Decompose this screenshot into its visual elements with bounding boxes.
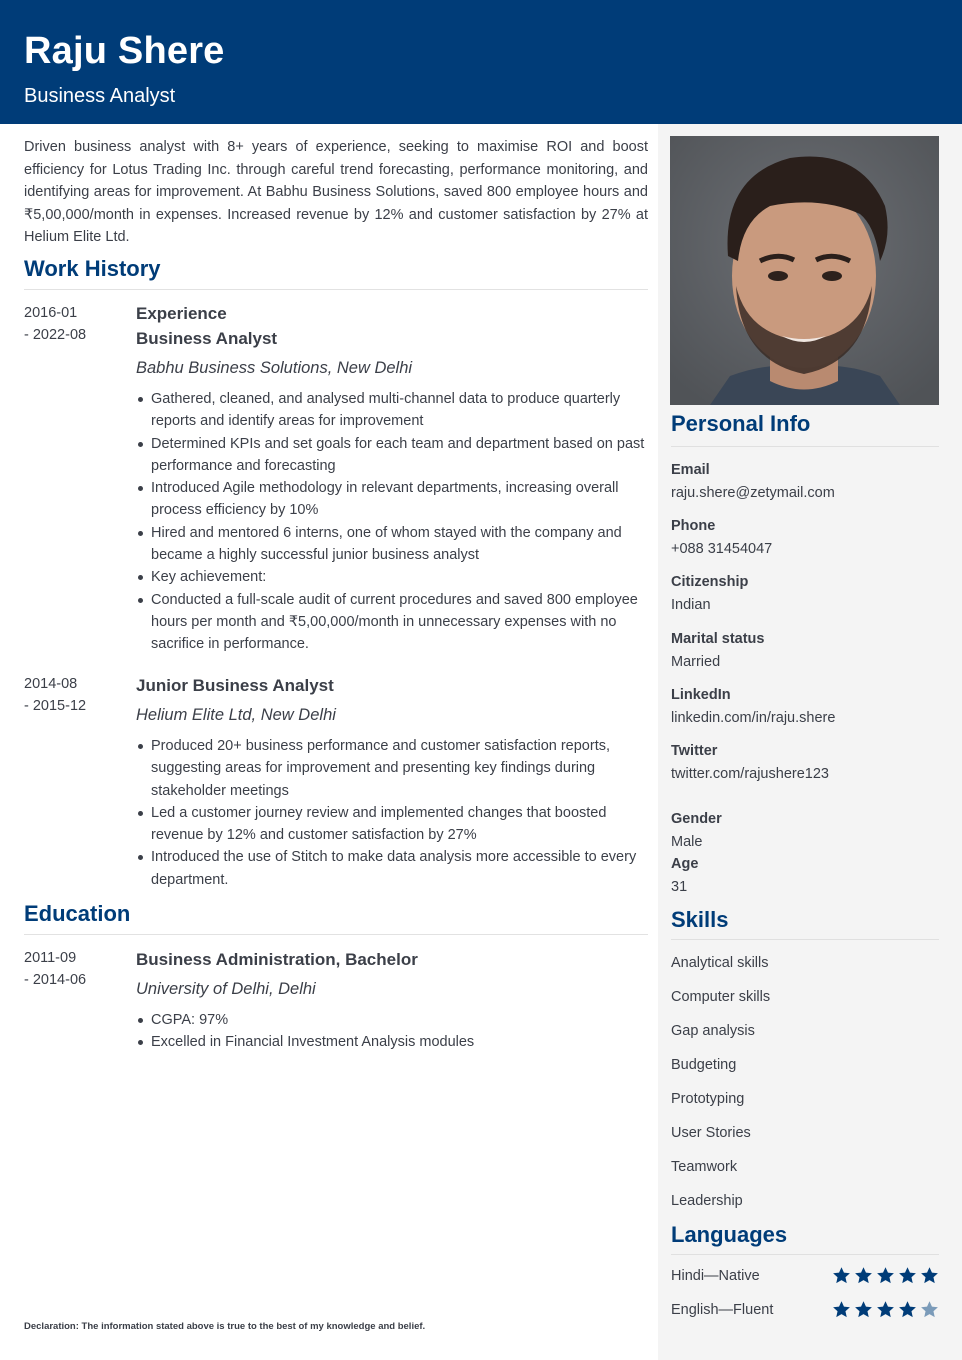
rating-stars: [832, 1300, 939, 1319]
entry-body: [136, 947, 648, 1054]
email-value[interactable]: raju.shere@zetymail.com: [671, 485, 835, 501]
job-title: Business Analyst: [136, 329, 278, 348]
entry-date: [24, 947, 124, 991]
responsibilities-list: [136, 735, 648, 891]
work-history-divider: [24, 289, 648, 290]
star-filled-icon: [854, 1300, 873, 1319]
list-item: CGPA: 97%: [136, 1009, 648, 1031]
professional-summary: Driven business analyst with 8+ years of experience, seeking to maximise ROI and boost efficiency for Lotus Trading Inc. through careful trend forecasting, performance monitoring, and identifying areas for improvement. At Babhu Business Solutions, saved 800 employee hours and ₹5,00,000/month in expenses. Increased revenue by 12% and customer satisfaction by 27% at Helium Elite Ltd.: [24, 139, 648, 245]
languages-title: Languages: [671, 1222, 788, 1247]
portrait-illustration-icon: [670, 136, 939, 405]
entry-date: [24, 302, 124, 346]
star-filled-icon: [898, 1266, 917, 1285]
marital-status-label: Marital status: [671, 631, 765, 647]
personal-info-title: Personal Info: [671, 411, 811, 436]
star-filled-icon: [876, 1300, 895, 1319]
candidate-role: Business Analyst: [24, 85, 176, 107]
list-item: Conducted a full-scale audit of current procedures and saved 800 employee hours per month and ₹5,00,000/month in unnecessary expenses with no sacrifice in performance.: [136, 589, 648, 656]
twitter-label: Twitter: [671, 743, 718, 759]
phone-value[interactable]: +088 31454047: [671, 541, 773, 557]
education-title: Education: [24, 901, 131, 926]
language-row-hindi: [671, 1266, 939, 1288]
rating-stars: [832, 1266, 939, 1285]
date-start: 2016-01: [24, 305, 78, 321]
entry-body: [136, 673, 648, 891]
star-filled-icon: [832, 1266, 851, 1285]
list-item: Produced 20+ business performance and customer satisfaction reports, suggesting areas for improvement and presenting key findings during stakeholder meetings: [136, 735, 648, 802]
skill-item: Teamwork: [671, 1159, 738, 1175]
phone-label: Phone: [671, 518, 716, 534]
star-filled-icon: [832, 1300, 851, 1319]
responsibilities-list: [136, 388, 648, 656]
skill-item: Computer skills: [671, 989, 771, 1005]
skills-title: Skills: [671, 907, 729, 932]
entry-kicker: Experience: [136, 304, 227, 323]
candidate-name: Raju Shere: [24, 30, 225, 72]
language-label: English—Fluent: [671, 1302, 774, 1318]
star-filled-icon: [898, 1300, 917, 1319]
marital-status-value: Married: [671, 654, 721, 670]
list-item: Introduced Agile methodology in relevant departments, increasing overall process efficiency by 10%: [136, 477, 648, 522]
skill-item: Prototyping: [671, 1091, 745, 1107]
company-location: Helium Elite Ltd, New Delhi: [136, 706, 336, 724]
school-location: University of Delhi, Delhi: [136, 980, 316, 998]
list-item: Gathered, cleaned, and analysed multi-channel data to produce quarterly reports and identify areas for improvement: [136, 388, 648, 433]
citizenship-value: Indian: [671, 597, 711, 613]
citizenship-label: Citizenship: [671, 574, 749, 590]
date-start: 2014-08: [24, 676, 78, 692]
education-divider: [24, 934, 648, 935]
list-item: Introduced the use of Stitch to make data analysis more accessible to every department.: [136, 846, 648, 891]
email-label: Email: [671, 462, 710, 478]
language-label: Hindi—Native: [671, 1268, 760, 1284]
twitter-link[interactable]: twitter.com/rajushere123: [671, 766, 829, 782]
gender-label: Gender: [671, 811, 722, 827]
sidebar: [658, 124, 962, 1360]
skills-divider: [671, 939, 939, 940]
star-filled-icon: [920, 1266, 939, 1285]
list-item: Determined KPIs and set goals for each team and department based on past performance and forecasting: [136, 433, 648, 478]
star-filled-icon: [876, 1266, 895, 1285]
degree-title: Business Administration, Bachelor: [136, 950, 418, 969]
gender-value: Male: [671, 834, 703, 850]
education-details-list: [136, 1009, 648, 1054]
date-end: - 2022-08: [24, 327, 87, 343]
company-location: Babhu Business Solutions, New Delhi: [136, 359, 413, 377]
personal-info-divider: [671, 446, 939, 447]
skill-item: Budgeting: [671, 1057, 737, 1073]
skill-item: Leadership: [671, 1193, 743, 1209]
profile-photo: [670, 136, 939, 405]
date-end: - 2014-06: [24, 972, 87, 988]
list-item: Hired and mentored 6 interns, one of whom stayed with the company and became a highly successful junior business analyst: [136, 522, 648, 567]
skill-item: User Stories: [671, 1125, 751, 1141]
declaration: Declaration: The information stated above is true to the best of my knowledge and belief.: [24, 1321, 426, 1332]
star-empty-icon: [920, 1300, 939, 1319]
list-item: Key achievement:: [136, 566, 648, 588]
job-title: Junior Business Analyst: [136, 676, 334, 695]
age-value: 31: [671, 879, 688, 895]
list-item: Excelled in Financial Investment Analysis modules: [136, 1031, 648, 1053]
date-end: - 2015-12: [24, 698, 87, 714]
skill-item: Analytical skills: [671, 955, 769, 971]
linkedin-link[interactable]: linkedin.com/in/raju.shere: [671, 710, 836, 726]
resume-header: [0, 0, 962, 124]
language-row-english: [671, 1300, 939, 1322]
entry-body: [136, 302, 648, 656]
star-filled-icon: [854, 1266, 873, 1285]
list-item: Led a customer journey review and implemented changes that boosted revenue by 12% and customer satisfaction by 27%: [136, 802, 648, 847]
age-label: Age: [671, 856, 699, 872]
skill-item: Gap analysis: [671, 1023, 755, 1039]
work-history-title: Work History: [24, 256, 161, 281]
date-start: 2011-09: [24, 950, 77, 966]
languages-divider: [671, 1254, 939, 1255]
linkedin-label: LinkedIn: [671, 687, 731, 703]
entry-date: [24, 673, 124, 717]
